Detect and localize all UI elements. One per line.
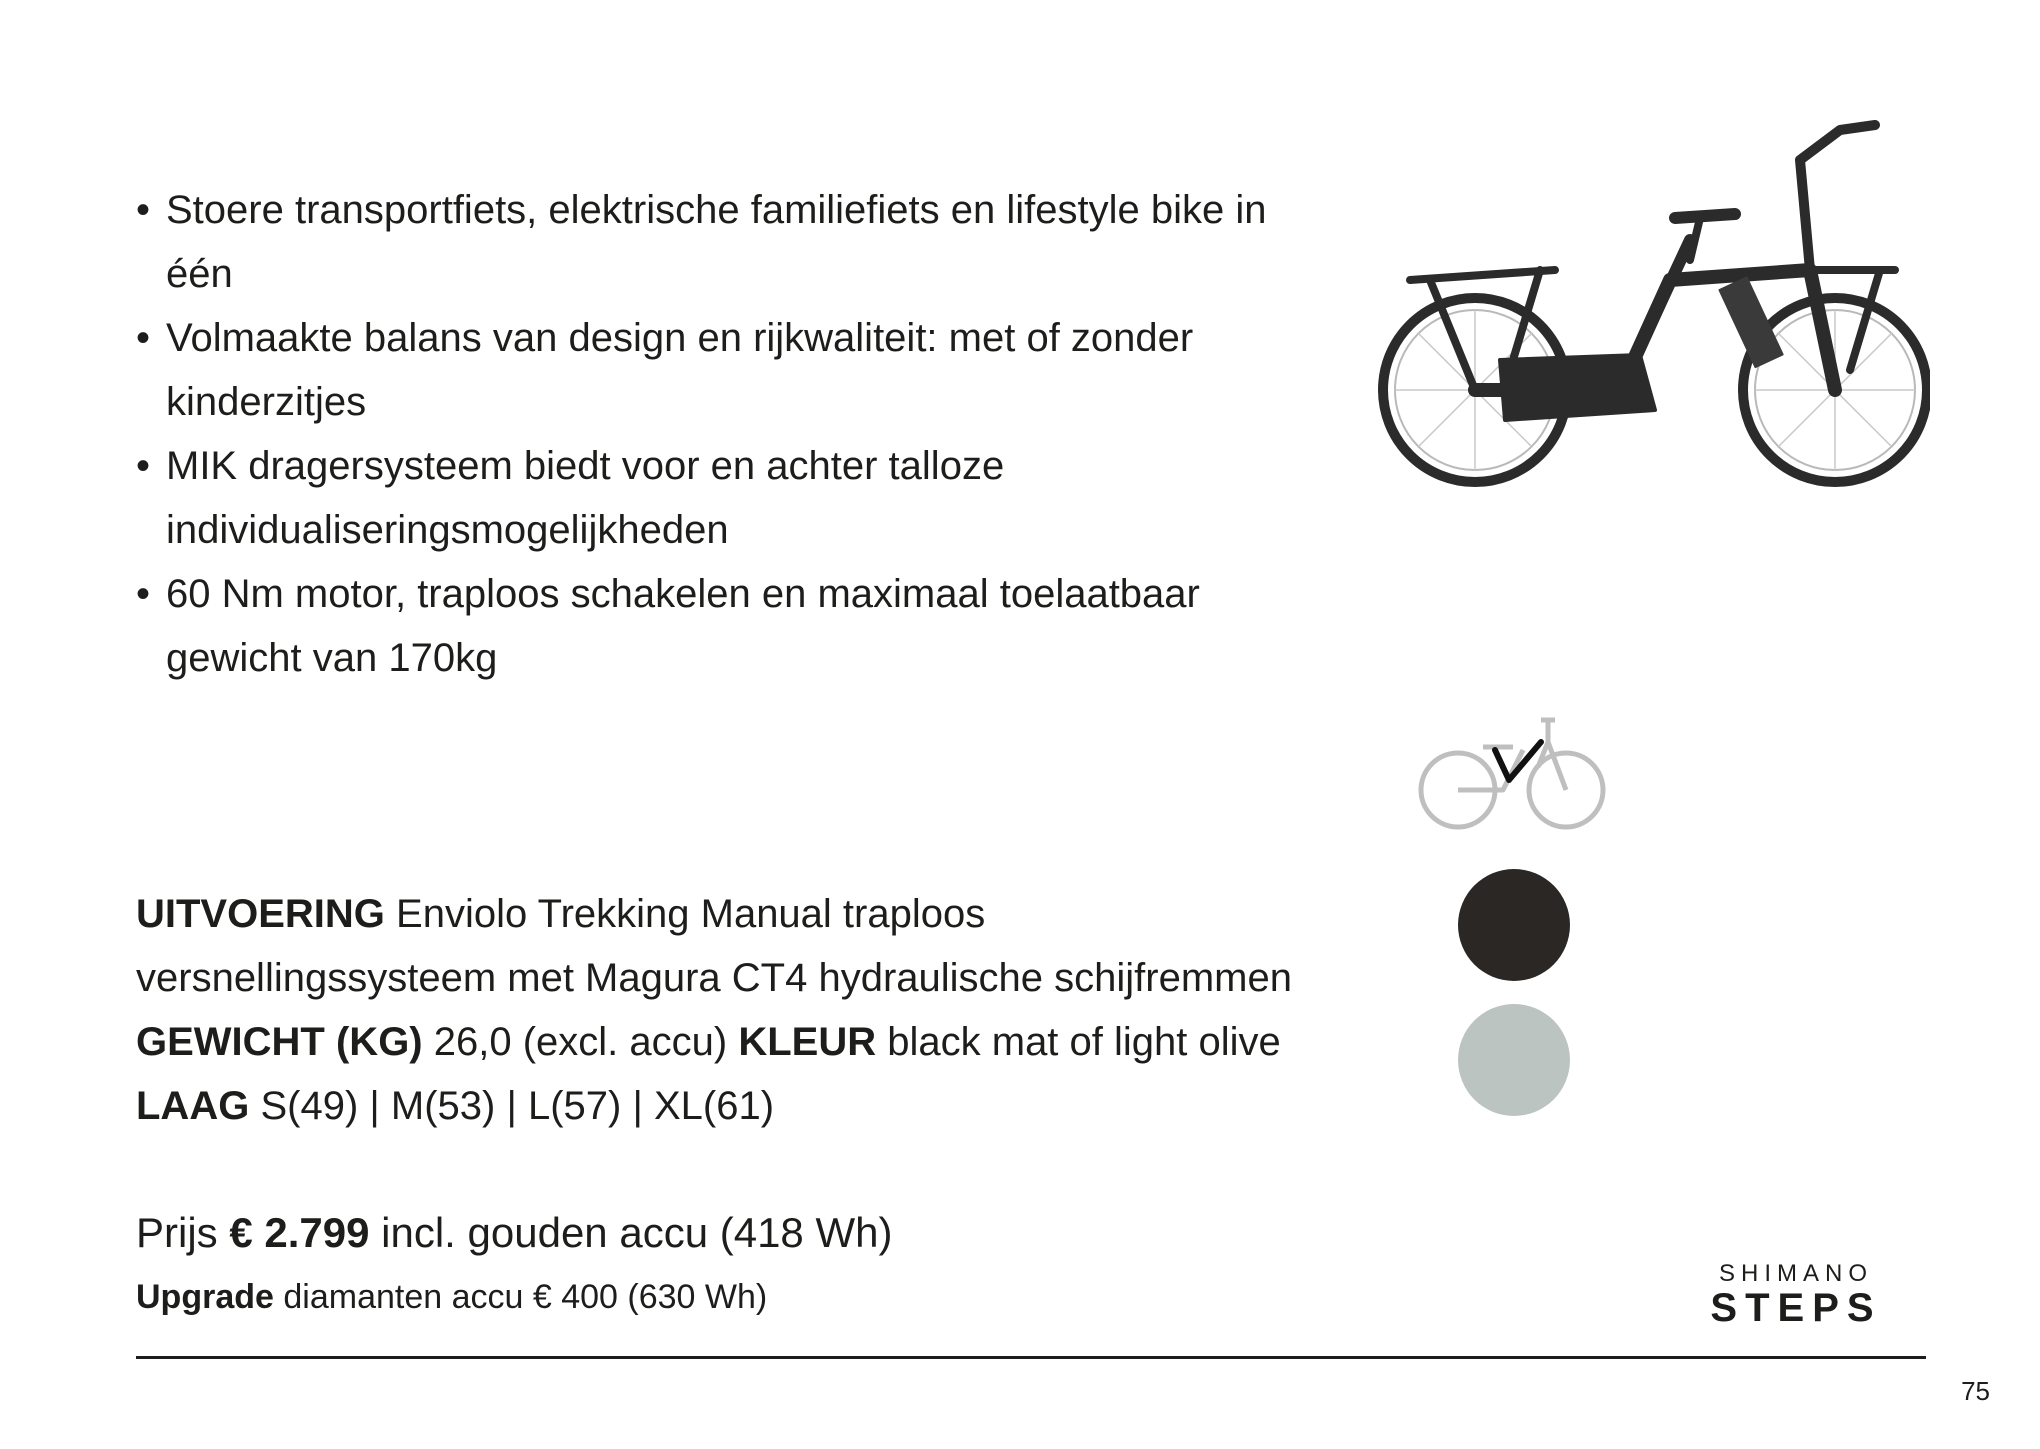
specifications — [136, 882, 1326, 1138]
feature-text: Stoere transportfiets, elektrische familiefiets en lifestyle bike in één — [166, 188, 1267, 296]
upgrade-text: diamanten accu € 400 (630 Wh) — [283, 1278, 768, 1316]
bullet: • — [136, 316, 151, 360]
bike-product-image — [1370, 120, 1930, 500]
upgrade-line — [136, 1272, 767, 1322]
feature-text: Volmaakte balans van design en rijkwaliteit: met of zonder kinderzitjes — [166, 316, 1194, 424]
price-line — [136, 1203, 892, 1263]
feature-item — [136, 562, 1336, 690]
color-swatch-light-olive — [1458, 1004, 1570, 1116]
feature-item — [136, 306, 1336, 434]
feature-list — [136, 178, 1336, 690]
bullet: • — [136, 188, 151, 232]
shimano-steps-logo — [1676, 1260, 1916, 1330]
logo-text-top: SHIMANO — [1718, 1260, 1873, 1287]
color-swatch-black — [1458, 869, 1570, 981]
bullet: • — [136, 572, 151, 616]
price-suffix: incl. gouden accu (418 Wh) — [381, 1209, 893, 1256]
uitvoering-value: Enviolo Trekking Manual traploos versnellingssysteem met Magura CT4 hydraulische schijfremmen — [136, 892, 1292, 1000]
bullet: • — [136, 444, 151, 488]
price-amount: € 2.799 — [229, 1209, 370, 1256]
feature-item — [136, 178, 1336, 306]
price-label: Prijs — [136, 1209, 218, 1256]
gewicht-value: 26,0 (excl. accu) — [433, 1020, 728, 1064]
page-number: 75 — [1961, 1376, 1990, 1406]
logo-text-bottom: STEPS — [1710, 1286, 1882, 1330]
upgrade-label: Upgrade — [136, 1278, 274, 1316]
uitvoering-label: UITVOERING — [136, 892, 385, 936]
laag-value: S(49) | M(53) | L(57) | XL(61) — [260, 1084, 775, 1128]
gewicht-label: GEWICHT (KG) — [136, 1020, 423, 1064]
feature-text: 60 Nm motor, traploos schakelen en maximaal toelaatbaar gewicht van 170kg — [166, 572, 1200, 680]
feature-item — [136, 434, 1336, 562]
feature-text: MIK dragersysteem biedt voor en achter talloze individualiseringsmogelijkheden — [166, 444, 1005, 552]
kleur-label: KLEUR — [738, 1020, 877, 1064]
laag-label: LAAG — [136, 1084, 250, 1128]
divider — [136, 1356, 1926, 1359]
low-step-frame-icon — [1413, 712, 1613, 832]
kleur-value: black mat of light olive — [887, 1020, 1281, 1064]
